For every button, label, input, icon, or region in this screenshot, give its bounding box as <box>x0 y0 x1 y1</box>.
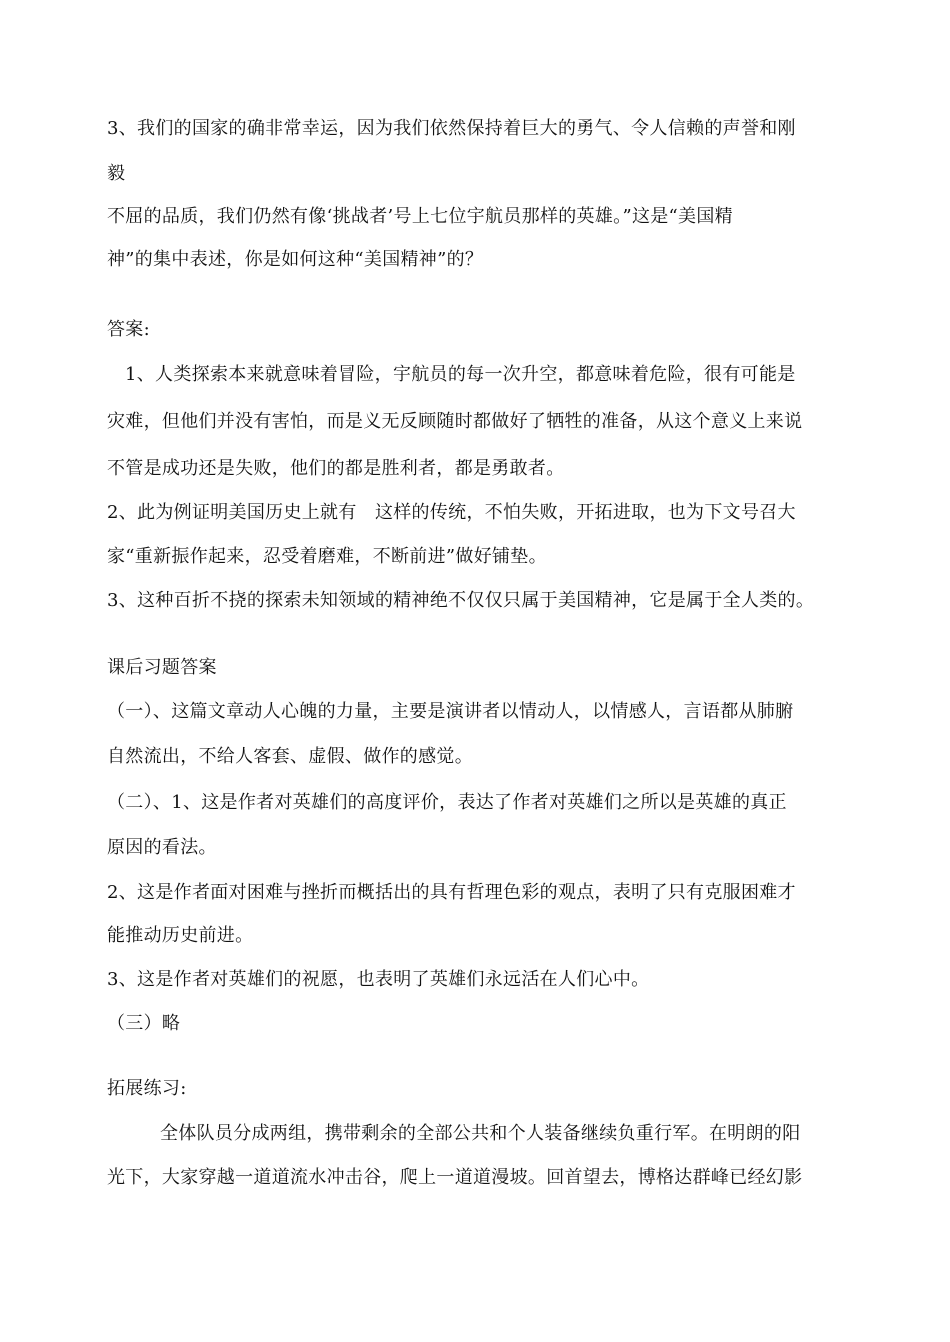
exercise2b-line-2: 能推动历史前进。 <box>107 925 254 946</box>
answer1-line-1: 1、人类探索本来就意味着冒险，宇航员的每一次升空，都意味着危险，很有可能是 <box>125 364 796 385</box>
answer2-line-1: 2、此为例证明美国历史上就有 这样的传统，不怕失败，开拓进取，也为下文号召大 <box>107 502 796 523</box>
extension-heading: 拓展练习: <box>107 1078 187 1099</box>
exercise1-line-2: 自然流出，不给人客套、虚假、做作的感觉。 <box>107 746 473 767</box>
question3-line-2: 毅 <box>107 163 126 184</box>
answers-heading: 答案: <box>107 319 150 340</box>
question3-line-4: 神”的集中表述，你是如何这种“美国精神”的？ <box>107 249 484 270</box>
answer1-line-2: 灾难，但他们并没有害怕，而是义无反顾随时都做好了牺牲的准备，从这个意义上来说 <box>107 411 803 432</box>
answer1-line-3: 不管是成功还是失败，他们的都是胜利者，都是勇敢者。 <box>107 458 565 479</box>
extension-paragraph-line-2: 光下，大家穿越一道道流水冲击谷，爬上一道道漫坡。回首望去，博格达群峰已经幻影 <box>107 1167 803 1188</box>
exercise2c-line-1: 3、这是作者对英雄们的祝愿，也表明了英雄们永远活在人们心中。 <box>107 969 650 990</box>
exercise2-line-1: （二）、1、这是作者对英雄们的高度评价，表达了作者对英雄们之所以是英雄的真正 <box>107 792 787 813</box>
answer3-line-1: 3、这种百折不挠的探索未知领域的精神绝不仅仅只属于美国精神，它是属于全人类的。 <box>107 590 815 611</box>
exercise2-line-2: 原因的看法。 <box>107 837 217 858</box>
exercise2b-line-1: 2、这是作者面对困难与挫折而概括出的具有哲理色彩的观点，表明了只有克服困难才 <box>107 882 796 903</box>
question3-line-3: 不屈的品质，我们仍然有像‘挑战者’号上七位宇航员那样的英雄。”这是“美国精 <box>107 206 733 227</box>
exercise3-line-1: （三）略 <box>107 1013 181 1034</box>
question3-line-1: 3、我们的国家的确非常幸运，因为我们依然保持着巨大的勇气、令人信赖的声誉和刚 <box>107 118 796 139</box>
answer2-line-2: 家“重新振作起来，忍受着磨难，不断前进”做好铺垫。 <box>107 546 547 567</box>
exercise1-line-1: （一）、这篇文章动人心魄的力量，主要是演讲者以情动人，以情感人，言语都从肺腑 <box>107 701 794 722</box>
exercises-heading: 课后习题答案 <box>107 657 217 678</box>
extension-paragraph-line-1: 全体队员分成两组，携带剩余的全部公共和个人装备继续负重行军。在明朗的阳 <box>160 1123 801 1144</box>
